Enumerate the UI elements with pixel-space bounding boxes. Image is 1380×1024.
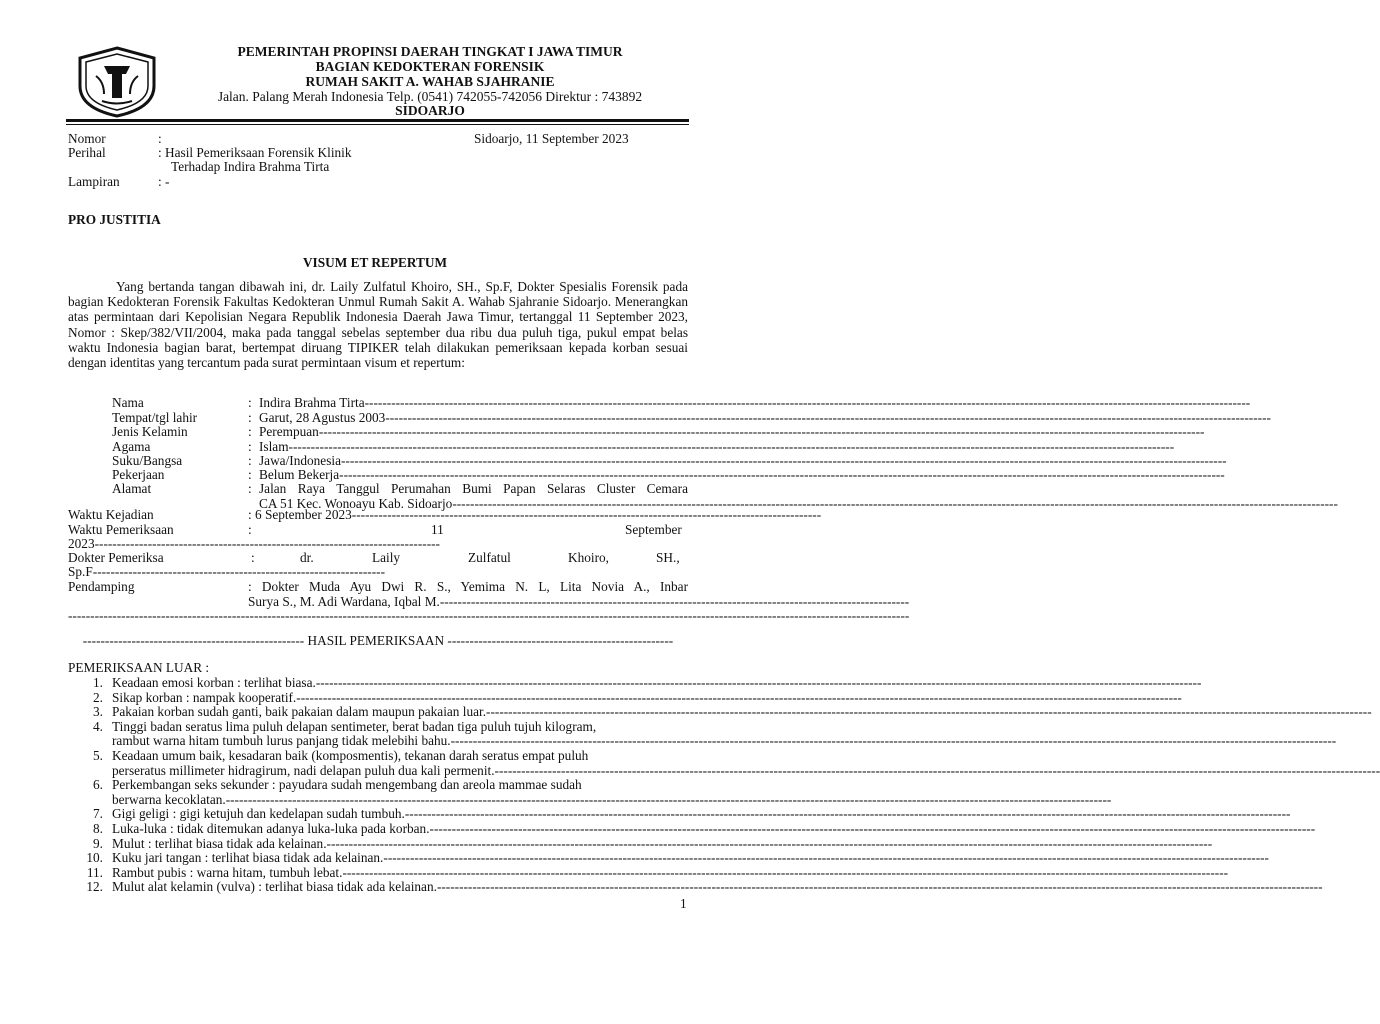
- finding-number: 11.: [86, 864, 103, 880]
- hasil-heading: -------------------------------------------------- HASIL PEMERIKSAAN ---------------------------------------------------: [82, 633, 674, 648]
- finding-number: 1.: [93, 675, 103, 690]
- dokter-name-cont: Sp.F------------------------------------------------------------------: [68, 564, 386, 579]
- identity-colon: :: [248, 410, 252, 425]
- finding-text-cont: perseratus millimeter hidragirum, nadi delapan puluh dua kali permenit.--------------------------------------------------------------------------------------------------------------------------------------------------------------------------------------------------------: [112, 762, 1380, 778]
- finding-number: 3.: [93, 704, 103, 720]
- identity-label: Pekerjaan: [112, 467, 165, 482]
- government-emblem-logo: [74, 46, 160, 118]
- identity-colon: :: [248, 453, 252, 468]
- document-title: VISUM ET REPERTUM: [302, 255, 448, 270]
- finding-text: Rambut pubis : warna hitam, tumbuh lebat.--------------------------------------------------------------------------------------------------------------------------------------------------------------------------------------------------------: [112, 864, 1229, 880]
- pendamping-value-cont: Surya S., M. Adi Wardana, Iqbal M.----------------------------------------------------------------------------------------------------------: [248, 594, 910, 609]
- finding-text: Tinggi badan seratus lima puluh delapan sentimeter, berat badan tiga puluh tujuh kilogram,: [112, 718, 597, 734]
- identity-label: Jenis Kelamin: [112, 424, 188, 439]
- dokter-label: Dokter Pemeriksa: [68, 550, 164, 565]
- pro-justitia: PRO JUSTITIA: [68, 212, 161, 227]
- separator-dashes: ----------------------------------------------------------------------------------------------------------------------------------------------------------------------------------------------: [68, 608, 910, 623]
- finding-text: Perkembangan seks sekunder : payudara sudah mengembang dan areola mammae sudah: [112, 777, 582, 793]
- intro-paragraph: Yang bertanda tangan dibawah ini, dr. Laily Zulfatul Khoiro, SH., Sp.F, Dokter Spesialis Forensik pada bagian Kedokteran Forensik Fakultas Kedokteran Unmul Rumah Sakit A. Wahab Sjahranie Sidoarjo. Menerangkan atas permintaan dari Kepolisian Negara Republik Indonesia Daerah Jawa Timur, tertanggal 11 September 2023, Nomor : Skep/382/VII/2004, maka pada tanggal sebelas september dua ribu dua puluh tiga, pukul empat belas waktu Indonesia bagian barat, bertempat diruang TIPIKER telah dilakukan pemeriksaan kepada korban sesuai dengan identitas yang tercantum pada surat permintaan visum et repertum:: [68, 279, 688, 371]
- lampiran-value: : -: [158, 174, 170, 189]
- finding-text: Mulut alat kelamin (vulva) : terlihat biasa tidak ada kelainan.--------------------------------------------------------------------------------------------------------------------------------------------------------------------------------------------------------: [112, 879, 1323, 895]
- finding-number: 5.: [93, 748, 103, 763]
- identity-label: Tempat/tgl lahir: [112, 410, 198, 425]
- identity-label: Alamat: [112, 481, 152, 496]
- dokter-name-5: SH.,: [656, 550, 680, 565]
- finding-number: 10.: [86, 850, 103, 866]
- finding-number: 4.: [93, 718, 103, 734]
- waktu-pemeriksaan-year: 2023------------------------------------------------------------------------------: [68, 536, 440, 551]
- finding-text: Pakaian korban sudah ganti, baik pakaian dalam maupun pakaian luar.--------------------------------------------------------------------------------------------------------------------------------------------------------------------------------------------------------: [112, 704, 1372, 720]
- dokter-name-3: Zulfatul: [468, 550, 511, 565]
- finding-number: 6.: [93, 777, 103, 793]
- dokter-colon: :: [251, 550, 255, 565]
- finding-number: 8.: [93, 821, 103, 836]
- perihal-value: : Hasil Pemeriksaan Forensik Klinik: [158, 145, 352, 160]
- identity-value: Jalan Raya Tanggul Perumahan Bumi Papan Selaras Cluster Cemara: [259, 481, 688, 496]
- letterhead-line4: Jalan. Palang Merah Indonesia Telp. (0541) 742055-742056 Direktur : 743892: [217, 89, 643, 104]
- waktu-pemeriksaan-label: Waktu Pemeriksaan: [68, 522, 174, 537]
- identity-colon: :: [248, 439, 252, 454]
- identity-value: Perempuan--------------------------------------------------------------------------------------------------------------------------------------------------------------------------------------------------------: [259, 424, 1205, 439]
- pendamping-label: Pendamping: [68, 579, 135, 594]
- dokter-name-2: Laily: [372, 550, 401, 565]
- finding-text: Luka-luka : tidak ditemukan adanya luka-luka pada korban.--------------------------------------------------------------------------------------------------------------------------------------------------------------------------------------------------------: [112, 821, 1316, 836]
- identity-value: Garut, 28 Agustus 2003--------------------------------------------------------------------------------------------------------------------------------------------------------------------------------------------------------: [259, 410, 1271, 425]
- finding-text: Kuku jari tangan : terlihat biasa tidak ada kelainan.--------------------------------------------------------------------------------------------------------------------------------------------------------------------------------------------------------: [112, 850, 1269, 866]
- identity-label: Suku/Bangsa: [112, 453, 183, 468]
- pendamping-value: : Dokter Muda Ayu Dwi R. S., Yemima N. L, Lita Novia A., Inbar: [248, 579, 688, 594]
- finding-number: 9.: [93, 835, 103, 851]
- identity-value: Indira Brahma Tirta--------------------------------------------------------------------------------------------------------------------------------------------------------------------------------------------------------: [259, 395, 1251, 410]
- waktu-pemeriksaan-colon: :: [248, 522, 252, 537]
- waktu-kejadian-value: : 6 September 2023----------------------------------------------------------------------------------------------------------: [248, 507, 822, 522]
- identity-colon: :: [248, 467, 252, 482]
- identity-value: Jawa/Indonesia--------------------------------------------------------------------------------------------------------------------------------------------------------------------------------------------------------: [259, 453, 1227, 468]
- waktu-pemeriksaan-day: 11: [431, 522, 444, 537]
- letter-date: Sidoarjo, 11 September 2023: [474, 131, 629, 146]
- finding-text: Mulut : terlihat biasa tidak ada kelainan.--------------------------------------------------------------------------------------------------------------------------------------------------------------------------------------------------------: [112, 835, 1213, 851]
- identity-value: Belum Bekerja--------------------------------------------------------------------------------------------------------------------------------------------------------------------------------------------------------: [259, 467, 1225, 482]
- dokter-name-1: dr.: [300, 550, 314, 565]
- lampiran-label: Lampiran: [68, 174, 120, 189]
- identity-label: Nama: [112, 395, 144, 410]
- identity-colon: :: [248, 395, 252, 410]
- nomor-value: :: [158, 131, 162, 146]
- waktu-pemeriksaan-month: September: [625, 522, 682, 537]
- identity-label: Agama: [112, 439, 151, 454]
- finding-text-cont: berwarna kecoklatan.--------------------------------------------------------------------------------------------------------------------------------------------------------------------------------------------------------: [112, 791, 1112, 807]
- perihal-value-cont: Terhadap Indira Brahma Tirta: [171, 159, 330, 174]
- letterhead-line5: SIDOARJO: [395, 103, 465, 118]
- waktu-kejadian-label: Waktu Kejadian: [68, 507, 154, 522]
- header-rule-thin: [66, 124, 689, 125]
- finding-number: 12.: [86, 879, 103, 895]
- identity-value-cont: CA 51 Kec. Wonoayu Kab. Sidoarjo--------------------------------------------------------------------------------------------------------------------------------------------------------------------------------------------------------: [259, 496, 1338, 511]
- letterhead-line1: PEMERINTAH PROPINSI DAERAH TINGKAT I JAWA TIMUR: [237, 44, 623, 59]
- finding-number: 7.: [93, 806, 103, 822]
- page-number: 1: [680, 896, 687, 911]
- finding-text: Keadaan emosi korban : terlihat biasa.--------------------------------------------------------------------------------------------------------------------------------------------------------------------------------------------------------: [112, 675, 1202, 690]
- identity-colon: :: [248, 424, 252, 439]
- letterhead-line3: RUMAH SAKIT A. WAHAB SJAHRANIE: [305, 74, 555, 89]
- finding-text: Sikap korban : nampak kooperatif.--------------------------------------------------------------------------------------------------------------------------------------------------------------------------------------------------------: [112, 689, 1182, 705]
- identity-colon: :: [248, 481, 252, 496]
- pemeriksaan-luar-title: PEMERIKSAAN LUAR :: [68, 660, 210, 675]
- letterhead-line2: BAGIAN KEDOKTERAN FORENSIK: [315, 59, 545, 74]
- finding-text: Gigi geligi : gigi ketujuh dan kedelapan sudah tumbuh.--------------------------------------------------------------------------------------------------------------------------------------------------------------------------------------------------------: [112, 806, 1291, 822]
- identity-value: Islam--------------------------------------------------------------------------------------------------------------------------------------------------------------------------------------------------------: [259, 439, 1175, 454]
- finding-number: 2.: [93, 689, 103, 705]
- nomor-label: Nomor: [68, 131, 106, 146]
- header-rule-thick: [66, 119, 689, 122]
- finding-text: Keadaan umum baik, kesadaran baik (komposmentis), tekanan darah seratus empat puluh: [112, 748, 589, 763]
- perihal-label: Perihal: [68, 145, 106, 160]
- finding-text-cont: rambut warna hitam tumbuh lurus panjang tidak melebihi bahu.--------------------------------------------------------------------------------------------------------------------------------------------------------------------------------------------------------: [112, 733, 1337, 749]
- dokter-name-4: Khoiro,: [568, 550, 609, 565]
